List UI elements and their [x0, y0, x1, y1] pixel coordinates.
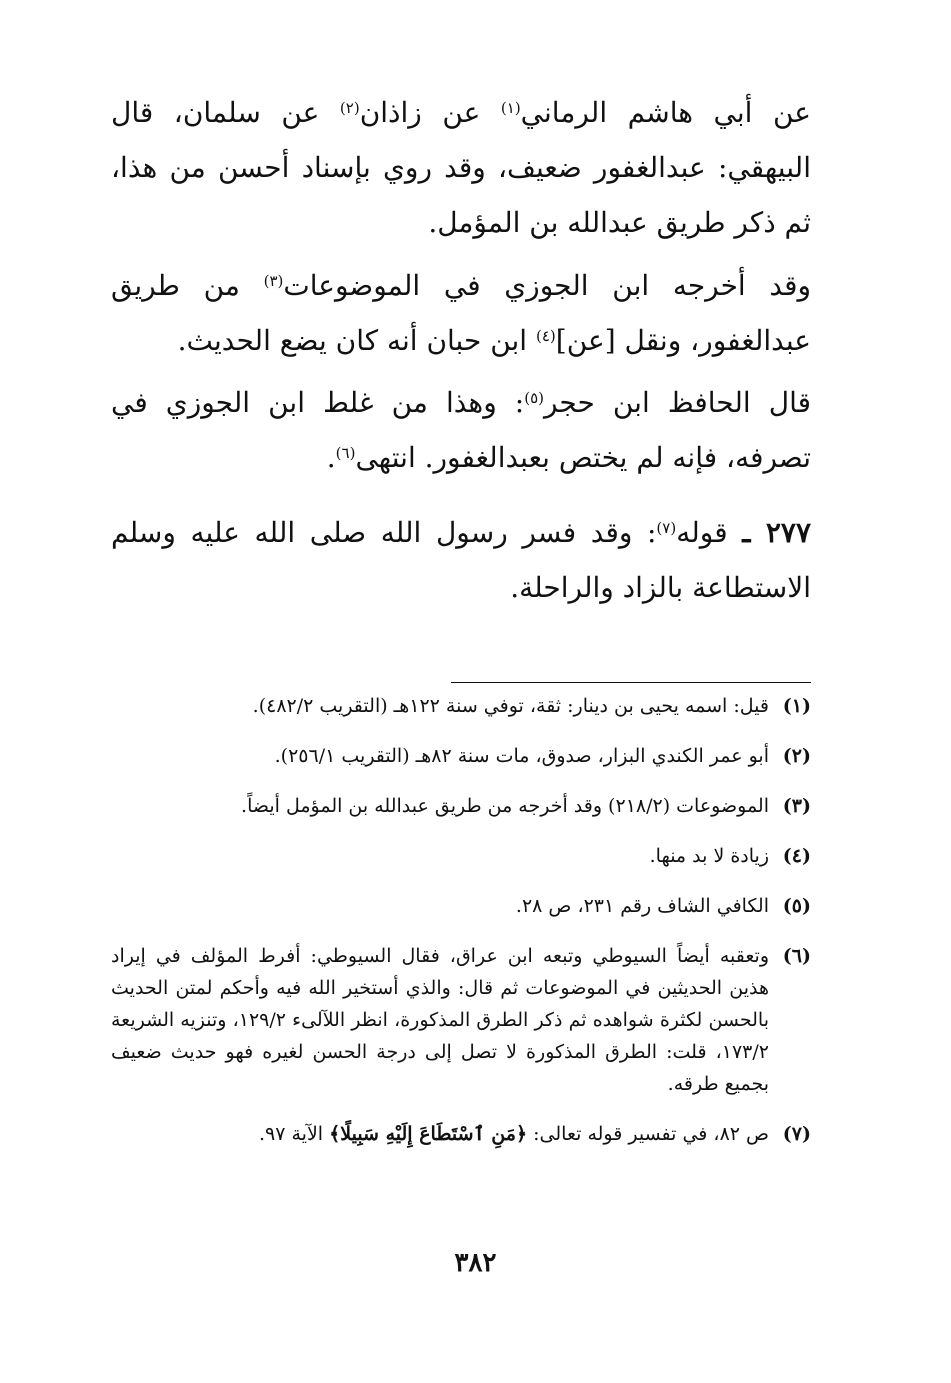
paragraph-4-text-b: : وقد فسر رسول الله صلى الله عليه وسلم الاستطاعة بالزاد والراحلة. — [111, 516, 811, 604]
footnote-text — [111, 1118, 769, 1150]
footnote-text: وتعقبه أيضاً السيوطي وتبعه ابن عراق، فقال السيوطي: أفرط المؤلف في إيراد هذين الحديثين في الموضوعات ثم قال: والذي أستخير الله فيه وأحكم لمتن الحديث بالحسن لكثرة شواهده ثم ذكر الطرق المذكورة، انظر اللآلىء ١٢٩/٢، وتنزيه الشريعة ١٧٣/٢، قلت: الطرق المذكورة لا تصل إلى درجة الحسن لغيره فهو حديث ضعيف بجميع طرقه. — [111, 945, 769, 1095]
footnote-mark: (٥) — [782, 895, 811, 917]
footnote-ref-5[interactable]: (٥) — [524, 389, 544, 407]
footnote-4 — [111, 840, 811, 872]
paragraph-1-text-c: عن سلمان، قال البيهقي: عبدالغفور ضعيف، وقد روي بإسناد أحسن من هذا، ثم ذكر طريق عبدالله بن المؤمل. — [111, 96, 811, 239]
footnote-text: أبو عمر الكندي البزار، صدوق، مات سنة ٨٢هـ (التقريب ٢٥٦/١). — [274, 745, 769, 767]
footnote-separator — [451, 682, 811, 683]
footnote-mark: (١) — [782, 695, 811, 717]
footnote-text-a: ص ٨٢، في تفسير قوله تعالى: — [527, 1123, 769, 1145]
footnote-ref-2[interactable]: (٢) — [339, 99, 360, 117]
footnote-3 — [111, 790, 811, 822]
page-number: ٣٨٢ — [454, 1248, 497, 1278]
footnote-text-b: الآية ٩٧. — [258, 1123, 330, 1145]
footnote-mark: (٤) — [782, 845, 811, 867]
paragraph-2 — [111, 258, 811, 368]
paragraph-2-text-c: ابن حبان أنه كان يضع الحديث. — [177, 324, 536, 357]
quran-verse: ﴿مَنِ ٱسْتَطَاعَ إِلَيْهِ سَبِيلًا﴾ — [329, 1123, 528, 1145]
footnote-mark: (٧) — [782, 1123, 811, 1145]
paragraph-1-text-b: عن زاذان — [359, 96, 501, 129]
footnote-6 — [111, 940, 811, 1100]
paragraph-4-text-a: قوله — [676, 516, 743, 549]
paragraph-2-text-a: وقد أخرجه ابن الجوزي في الموضوعات — [283, 269, 811, 302]
footnote-text: الموضوعات (٢١٨/٢) وقد أخرجه من طريق عبدالله بن المؤمل أيضاً. — [241, 795, 769, 817]
footnote-ref-3[interactable]: (٣) — [263, 272, 284, 290]
paragraph-2-text-b: من طريق عبدالغفور، ونقل [عن] — [111, 269, 811, 357]
footnote-ref-7[interactable]: (٧) — [656, 519, 677, 537]
footnotes — [111, 690, 811, 1168]
footnote-ref-6[interactable]: (٦) — [335, 444, 356, 462]
footnote-1 — [111, 690, 811, 722]
footnote-text: قيل: اسمه يحيى بن دينار: ثقة، توفي سنة ١٢٢هـ (التقريب ٤٨٢/٢). — [252, 695, 769, 717]
footnote-text: الكافي الشاف رقم ٢٣١، ص ٢٨. — [515, 895, 769, 917]
footnote-text: زيادة لا بد منها. — [649, 845, 769, 867]
paragraph-1 — [111, 85, 811, 250]
footnote-2 — [111, 740, 811, 772]
footnote-mark: (٢) — [782, 745, 811, 767]
footnote-7 — [111, 1118, 811, 1150]
footnote-mark: (٦) — [782, 945, 811, 967]
footnote-mark: (٣) — [782, 795, 811, 817]
footnote-ref-4[interactable]: (٤) — [536, 327, 556, 345]
footnote-5 — [111, 890, 811, 922]
paragraph-3-text-b: : وهذا من غلط ابن الجوزي في تصرفه، فإنه لم يختص بعبدالغفور. انتهى — [111, 386, 811, 474]
paragraph-1-text-a: عن أبي هاشم الرماني — [520, 96, 811, 129]
entry-number: ٢٧٧ ـ — [742, 516, 812, 549]
paragraph-3 — [111, 375, 811, 485]
paragraph-4 — [111, 505, 811, 615]
footnote-ref-1[interactable]: (١) — [500, 99, 521, 117]
paragraph-3-text-c: . — [326, 441, 336, 474]
paragraph-3-text-a: قال الحافظ ابن حجر — [543, 386, 811, 419]
